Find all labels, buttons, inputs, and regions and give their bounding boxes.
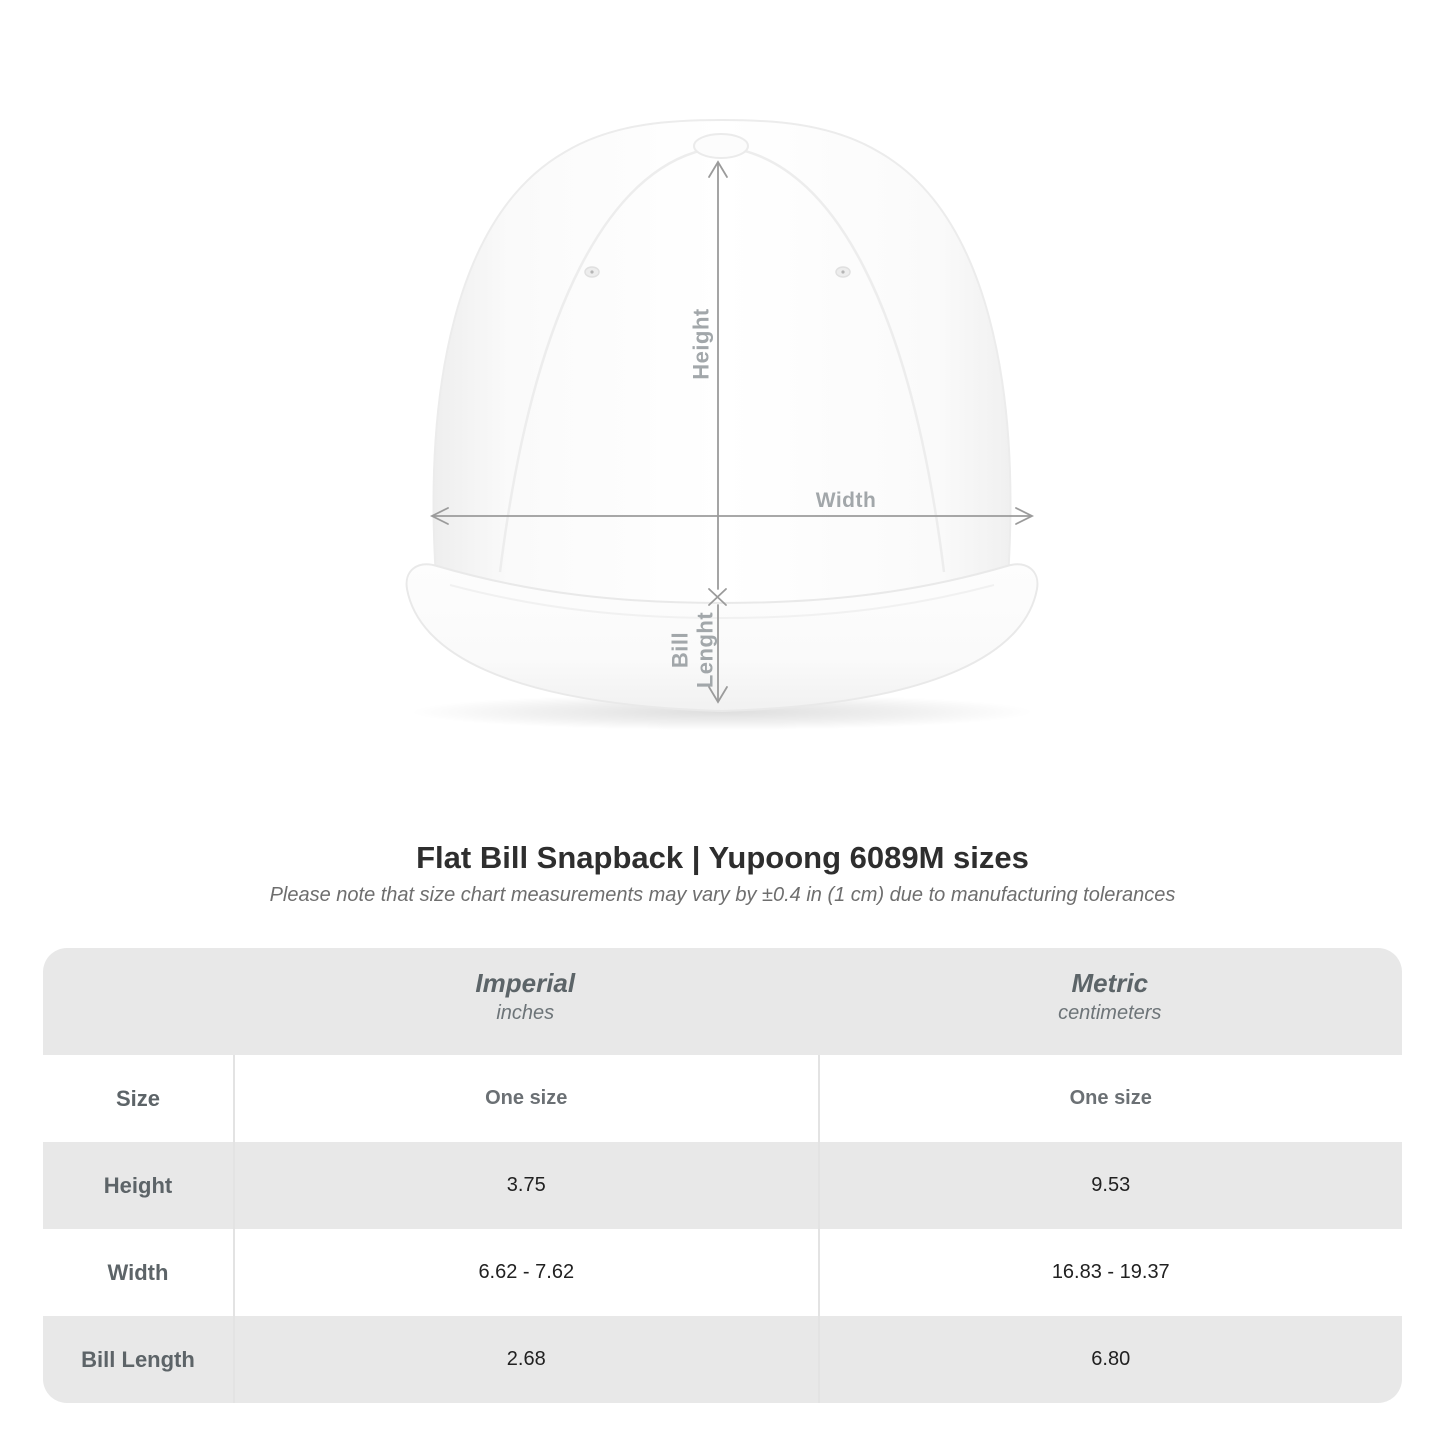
- table-row-width: [43, 1229, 1402, 1316]
- hat-eyelet-left: [585, 267, 599, 277]
- height-dimension-label: Height: [688, 308, 714, 380]
- hat-eyelet-right: [836, 267, 850, 277]
- height-metric-value: 9.53: [818, 1142, 1403, 1229]
- table-row-height: [43, 1142, 1402, 1229]
- table-row-size: [43, 1055, 1402, 1142]
- page-title: Flat Bill Snapback | Yupoong 6089M sizes: [416, 840, 1029, 875]
- header-metric: [818, 948, 1403, 1055]
- row-label-bill-length: Bill Length: [81, 1346, 195, 1372]
- size-imperial-value: One size: [233, 1055, 818, 1142]
- row-label-size: Size: [115, 1085, 161, 1111]
- bill-length-label-line1: Bill: [667, 631, 693, 669]
- bill-length-dimension-label: [668, 612, 717, 688]
- bill-length-label-line2: Lenght: [692, 611, 717, 689]
- bill-length-metric-value: 6.80: [818, 1316, 1403, 1403]
- table-header-row: [43, 948, 1402, 1055]
- snapback-hat-diagram: [375, 95, 1075, 745]
- metric-column-title: Metric: [1071, 968, 1149, 998]
- hat-crown: [434, 120, 1011, 609]
- title-block: [0, 840, 1445, 907]
- imperial-column-unit: inches: [496, 1002, 555, 1024]
- size-table: [43, 948, 1402, 1403]
- header-imperial: [233, 948, 818, 1055]
- metric-column-unit: centimeters: [1058, 1002, 1162, 1024]
- height-imperial-value: 3.75: [233, 1142, 818, 1229]
- imperial-column-title: Imperial: [475, 968, 576, 998]
- size-metric-value: One size: [818, 1055, 1403, 1142]
- header-corner-cell: [43, 948, 233, 1055]
- width-metric-value: 16.83 - 19.37: [818, 1229, 1403, 1316]
- width-imperial-value: 6.62 - 7.62: [233, 1229, 818, 1316]
- row-label-width: Width: [107, 1259, 169, 1285]
- table-row-bill-length: [43, 1316, 1402, 1403]
- row-label-height: Height: [103, 1172, 173, 1198]
- hat-top-button: [694, 134, 748, 158]
- bill-length-imperial-value: 2.68: [233, 1316, 818, 1403]
- tolerance-note: Please note that size chart measurements may vary by ±0.4 in (1 cm) due to manufacturing tolerances: [269, 884, 1176, 906]
- width-dimension-label: Width: [815, 489, 877, 513]
